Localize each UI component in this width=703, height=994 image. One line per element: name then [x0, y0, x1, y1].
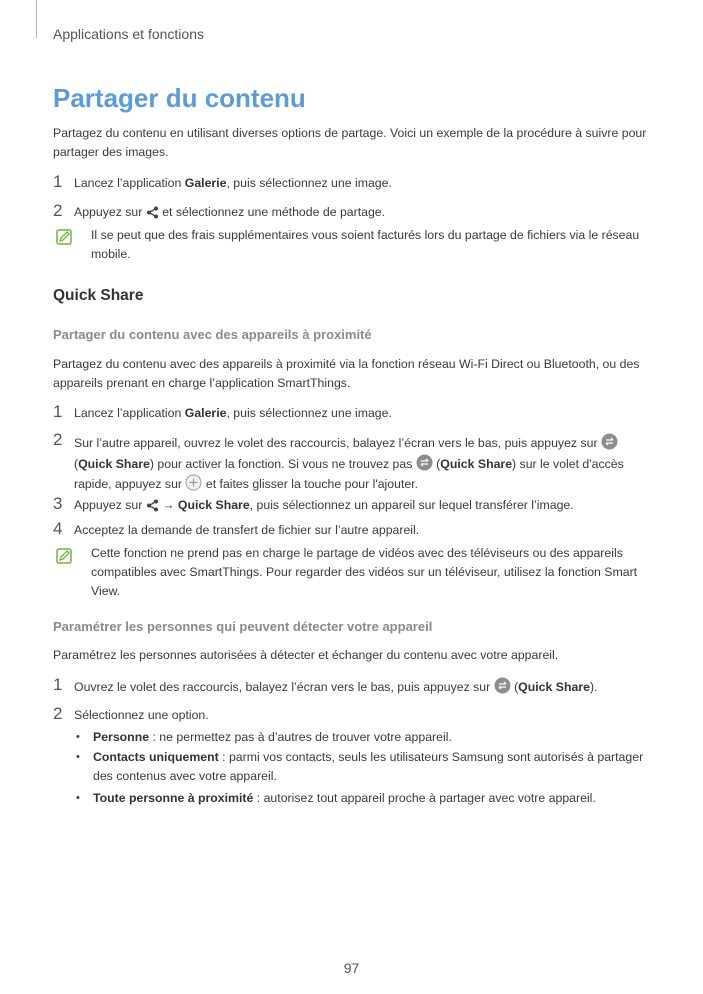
note-text: Cette fonction ne prend pas en charge le partage de vidéos avec des téléviseurs ou des appareils compatibles avec SmartThings. Pour regarder des vidéos sur un téléviseur, utilisez la fonction Smart View.: [91, 546, 638, 598]
subsection-heading: Partager du contenu avec des appareils à proximité: [53, 327, 372, 342]
section-paragraph: Paramétrez les personnes autorisées à détecter et échanger du contenu avec votre appareil.: [53, 648, 559, 662]
share-icon: [146, 206, 159, 219]
add-icon: [185, 474, 202, 491]
section-heading: Quick Share: [53, 287, 144, 304]
option-item: Personne : ne permettez pas à d’autres de trouver votre appareil.: [93, 730, 452, 744]
step-number: 2: [53, 704, 63, 723]
step-number: 1: [53, 675, 63, 694]
step-number: 4: [53, 519, 63, 538]
bullet: •: [76, 792, 80, 804]
step-number: 1: [53, 402, 63, 421]
subsection-heading: Paramétrer les personnes qui peuvent détecter votre appareil: [53, 619, 433, 634]
bullet: •: [76, 731, 80, 743]
step-number: 2: [53, 430, 63, 449]
note-icon: [56, 229, 72, 245]
step-number: 2: [53, 201, 63, 220]
page-number: 97: [343, 960, 360, 976]
step-text: Sur l’autre appareil, ouvrez le volet des raccourcis, balayez l’écran vers le bas, puis appuyez sur (Quick Share) pour activer la fonction. Si vous ne trouvez pas (Quick Share) sur le volet d'accès rapide, appuyez sur et faites glisser la touche pour l'ajouter.: [74, 433, 654, 495]
step-text: Ouvrez le volet des raccourcis, balayez l’écran vers le bas, puis appuyez sur (Quick Share).: [74, 677, 654, 697]
page-title: Partager du contenu: [53, 83, 306, 113]
share-icon: [146, 499, 159, 512]
quick-share-icon: [601, 433, 618, 450]
step-number: 1: [53, 172, 63, 191]
option-item: Contacts uniquement : parmi vos contacts, seuls les utilisateurs Samsung sont autorisés à partager des contenus avec votre appareil.: [93, 750, 644, 783]
header-divider: [36, 0, 37, 38]
note-icon: [56, 548, 72, 564]
step-text: Appuyez sur → Quick Share, puis sélectionnez un appareil sur lequel transférer l’image.: [74, 498, 574, 512]
bullet: •: [76, 751, 80, 763]
quick-share-icon: [494, 677, 511, 694]
step-text: Appuyez sur et sélectionnez une méthode de partage.: [74, 205, 386, 219]
note-text: Il se peut que des frais supplémentaires vous soient facturés lors du partage de fichiers via le réseau mobile.: [91, 228, 640, 261]
step-text: Sélectionnez une option.: [74, 708, 209, 722]
quick-share-icon: [416, 454, 433, 471]
step-text: Lancez l’application Galerie, puis sélectionnez une image.: [74, 176, 392, 190]
step-text: Acceptez la demande de transfert de fichier sur l’autre appareil.: [74, 523, 420, 537]
page-header: Applications et fonctions: [53, 26, 204, 42]
option-item: Toute personne à proximité : autorisez tout appareil proche à partager avec votre appareil.: [93, 791, 596, 805]
intro-paragraph: Partagez du contenu en utilisant diverses options de partage. Voici un exemple de la procédure à suivre pour partager des images.: [53, 126, 647, 159]
step-number: 3: [53, 494, 63, 513]
section-paragraph: Partagez du contenu avec des appareils à proximité via la fonction réseau Wi-Fi Direct ou Bluetooth, ou des appareils prenant en charge l’application SmartThings.: [53, 357, 640, 390]
step-text: Lancez l’application Galerie, puis sélectionnez une image.: [74, 406, 392, 420]
